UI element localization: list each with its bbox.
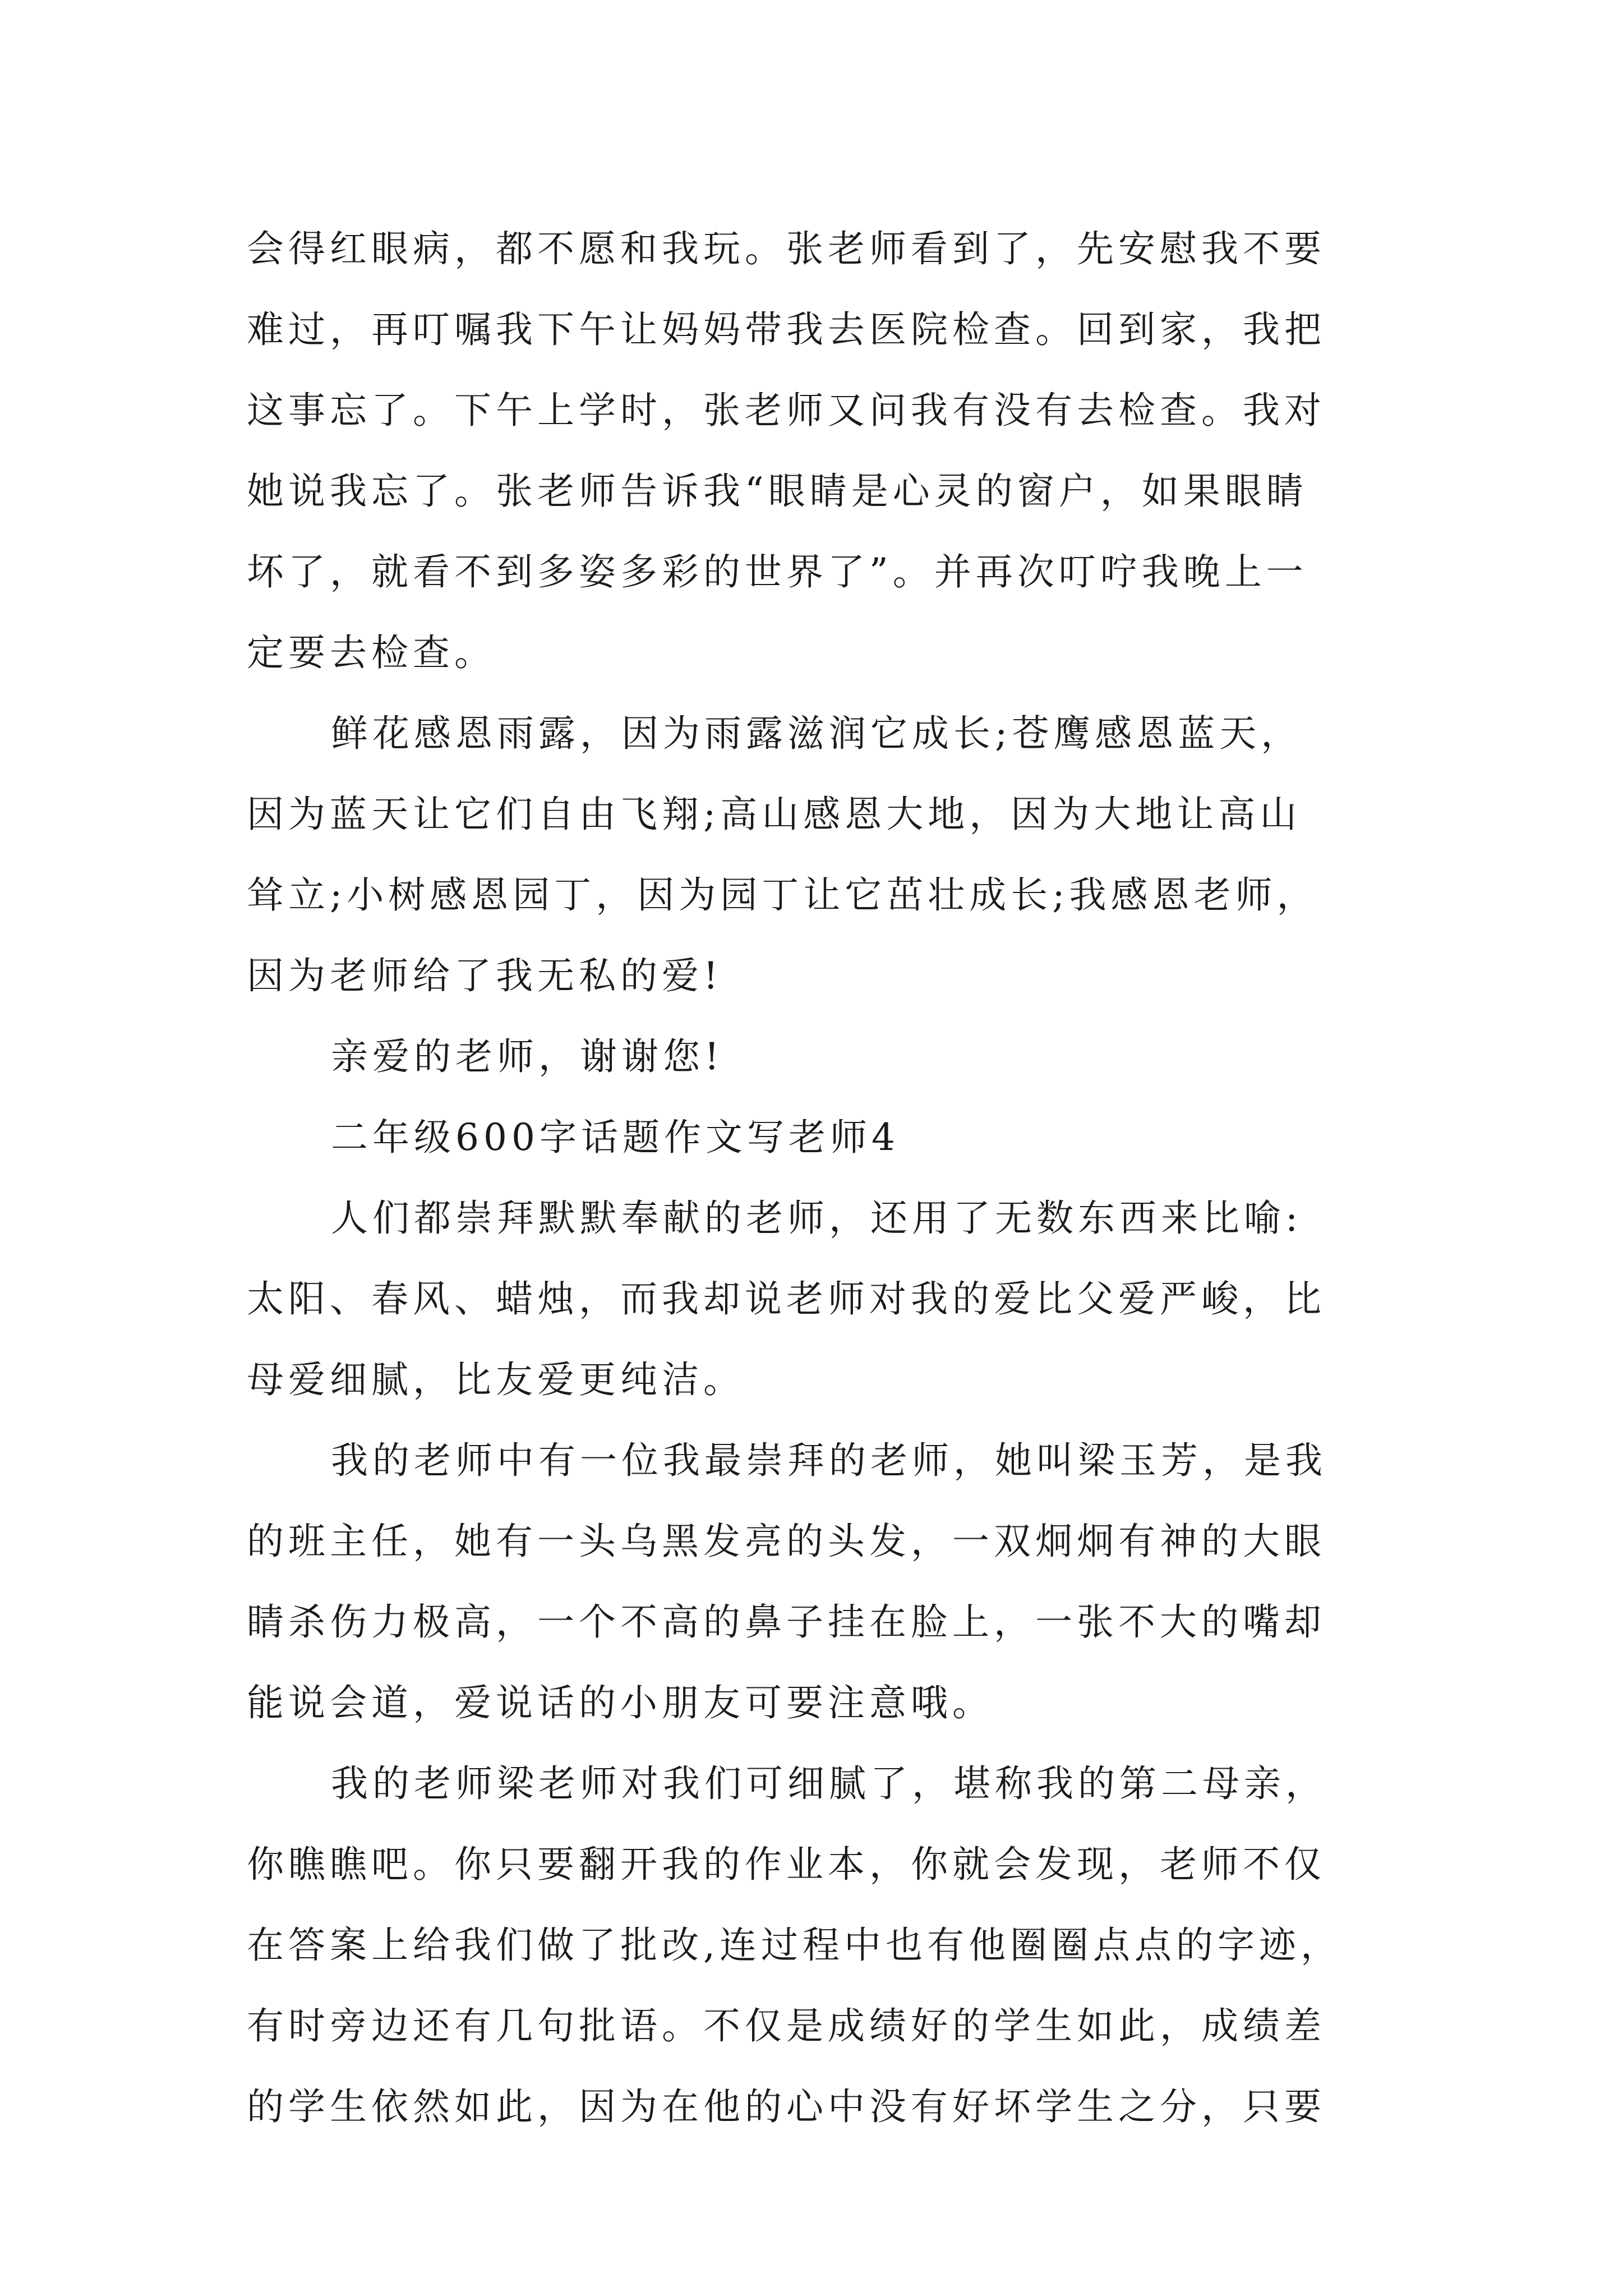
- text-line: 能说会道，爱说话的小朋友可要注意哦。: [247, 1681, 994, 1724]
- text-line: 在答案上给我们做了批改,连过程中也有他圈圈点点的字迹，: [247, 1924, 1342, 1967]
- section-heading: 二年级600字话题作文写老师4: [331, 1116, 900, 1159]
- text-line: 母爱细腻，比友爱更纯洁。: [247, 1358, 745, 1401]
- text-line: 因为蓝天让它们自由飞翔;高山感恩大地，因为大地让高山: [247, 793, 1302, 836]
- text-line: 太阳、春风、蜡烛，而我却说老师对我的爱比父爱严峻，比: [247, 1277, 1326, 1320]
- text-line: 的班主任，她有一头乌黑发亮的头发，一双炯炯有神的大眼: [247, 1520, 1326, 1563]
- text-line: 难过，再叮嘱我下午让妈妈带我去医院检查。回到家，我把: [247, 308, 1326, 351]
- paragraph-start-line: 鲜花感恩雨露，因为雨露滋润它成长;苍鹰感恩蓝天，: [331, 712, 1303, 755]
- text-line: 你瞧瞧吧。你只要翻开我的作业本，你就会发现，老师不仅: [247, 1843, 1326, 1886]
- text-line: 耸立;小树感恩园丁，因为园丁让它茁壮成长;我感恩老师，: [247, 873, 1318, 917]
- paragraph-start-line: 我的老师中有一位我最崇拜的老师，她叫梁玉芳，是我: [331, 1439, 1327, 1482]
- text-line: 定要去检查。: [247, 631, 496, 674]
- text-line: 因为老师给了我无私的爱!: [247, 954, 723, 997]
- text-line: 有时旁边还有几句批语。不仅是成绩好的学生如此，成绩差: [247, 2004, 1326, 2047]
- text-line: 这事忘了。下午上学时，张老师又问我有没有去检查。我对: [247, 389, 1326, 432]
- text-line: 会得红眼病，都不愿和我玩。张老师看到了，先安慰我不要: [247, 227, 1326, 270]
- text-line: 坏了，就看不到多姿多彩的世界了”。并再次叮咛我晚上一: [247, 550, 1308, 593]
- text-line: 睛杀伤力极高，一个不高的鼻子挂在脸上，一张不大的嘴却: [247, 1600, 1326, 1644]
- text-line: 的学生依然如此，因为在他的心中没有好坏学生之分，只要: [247, 2085, 1326, 2128]
- paragraph-start-line: 亲爱的老师，谢谢您!: [331, 1035, 724, 1078]
- paragraph-start-line: 人们都崇拜默默奉献的老师，还用了无数东西来比喻:: [331, 1197, 1303, 1240]
- body-text: [247, 209, 1402, 2147]
- paragraph-start-line: 我的老师梁老师对我们可细腻了，堪称我的第二母亲，: [331, 1762, 1327, 1805]
- text-line: 她说我忘了。张老师告诉我“眼睛是心灵的窗户，如果眼睛: [247, 470, 1308, 513]
